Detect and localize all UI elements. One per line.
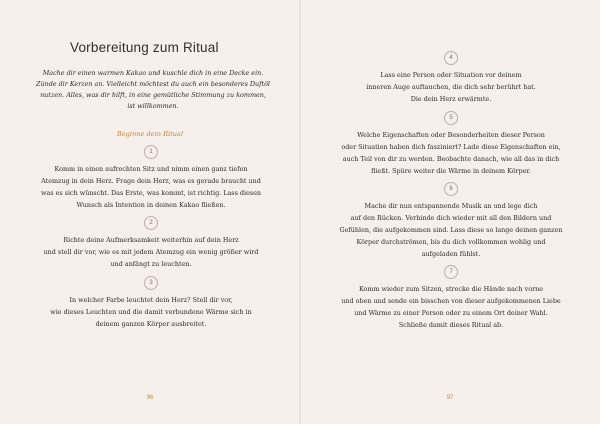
- step-line: Wunsch als Intention in deinen Kakao fließen.: [76, 201, 226, 209]
- step-line: was es sich wünscht. Das Erste, was kommt, ist richtig. Lass diesen: [41, 189, 261, 197]
- step-line: und anfängt zu leuchten.: [110, 260, 192, 268]
- step-paragraph: [320, 283, 582, 331]
- step-line: aufgeladen fühlst.: [421, 250, 481, 258]
- page-title: Vorbereitung zum Ritual: [70, 40, 219, 55]
- step-number-badge: 6: [444, 182, 458, 196]
- step-line: wie dieses Leuchten und die damit verbundene Wärme sich in: [50, 308, 252, 316]
- step-line: Gefühlen, die aufgekommen sind. Lass diese so lange deinen ganzen: [339, 226, 563, 234]
- step-line: Atemzug in dein Herz. Frage dein Herz, was es gerade braucht und: [41, 177, 261, 185]
- intro-line: Mache dir einen warmen Kakao und kuschle dich in eine Decke ein.: [42, 69, 264, 77]
- step-line: Schließe damit dieses Ritual ab.: [398, 321, 504, 329]
- page-number: 97: [446, 395, 454, 401]
- step-number-badge: 1: [144, 145, 158, 159]
- step-line: In welcher Farbe leuchtet dein Herz? Stell dir vor,: [69, 296, 233, 304]
- step-paragraph: [20, 234, 282, 270]
- step-paragraph: [320, 200, 582, 260]
- step-line: Richte deine Aufmerksamkeit weiterhin auf dein Herz: [63, 236, 239, 244]
- step-paragraph: [20, 294, 282, 330]
- step-number-badge: 4: [444, 51, 458, 65]
- step-paragraph: [320, 69, 582, 105]
- step-line: Komm wieder zum Sitzen, strecke die Hände nach vorne: [358, 285, 544, 293]
- step-line: inneren Auge auftauchen, die dich sehr berührt hat.: [366, 83, 536, 91]
- step-line: Mache dir nun entspannende Musik an und lege dich: [364, 202, 538, 210]
- step-line: Komm in einen aufrechten Sitz und nimm einen ganz tiefen: [54, 165, 248, 173]
- step-paragraph: [20, 163, 282, 211]
- step-paragraph: [320, 129, 582, 177]
- step-line: und oben und sende ein bisschen von dieser aufgekommenen Liebe: [341, 297, 561, 305]
- step-line: auf den Rücken. Verbinde dich wieder mit all den Bildern und: [350, 214, 552, 222]
- section-subheading: Beginne dein Ritual: [116, 130, 184, 138]
- step-line: auch Teil von dir zu werden. Beobachte danach, wie all das in dich: [342, 155, 560, 163]
- step-line: und stell dir vor, wie es mit jedem Atemzug ein wenig größer wird: [43, 248, 259, 256]
- intro-line: ist willkommen.: [127, 102, 179, 110]
- step-line: fließt. Spüre weiter die Wärme in deinem Körper.: [371, 167, 531, 175]
- step-line: Körper durchströmen, bis du dich vollkommen wohlig und: [356, 238, 546, 246]
- step-number-badge: 7: [444, 265, 458, 279]
- intro-line: nutzen. Alles, was dir hilft, in eine gemütliche Stimmung zu kommen,: [40, 91, 266, 99]
- intro-line: Zünde dir Kerzen an. Vielleicht möchtest du auch ein besonderes Duftöl: [36, 80, 270, 88]
- step-line: Die dein Herz erwärmte.: [410, 95, 492, 103]
- step-line: Lass eine Person oder Situation vor deinem: [380, 71, 522, 79]
- step-number-badge: 3: [144, 276, 158, 290]
- step-number-badge: 5: [444, 111, 458, 125]
- intro-paragraph: [30, 68, 276, 112]
- page-number: 96: [146, 395, 154, 401]
- step-line: Welche Eigenschaften oder Besonderheiten dieser Person: [357, 131, 545, 139]
- step-line: und Wärme zu einer Person oder zu einem Ort deiner Wahl.: [354, 309, 548, 317]
- step-line: deinem ganzen Körper ausbreitet.: [95, 320, 207, 328]
- step-number-badge: 2: [144, 216, 158, 230]
- step-line: oder Situation haben dich fasziniert? Lade diese Eigenschaften ein,: [341, 143, 561, 151]
- right-page: [300, 0, 600, 424]
